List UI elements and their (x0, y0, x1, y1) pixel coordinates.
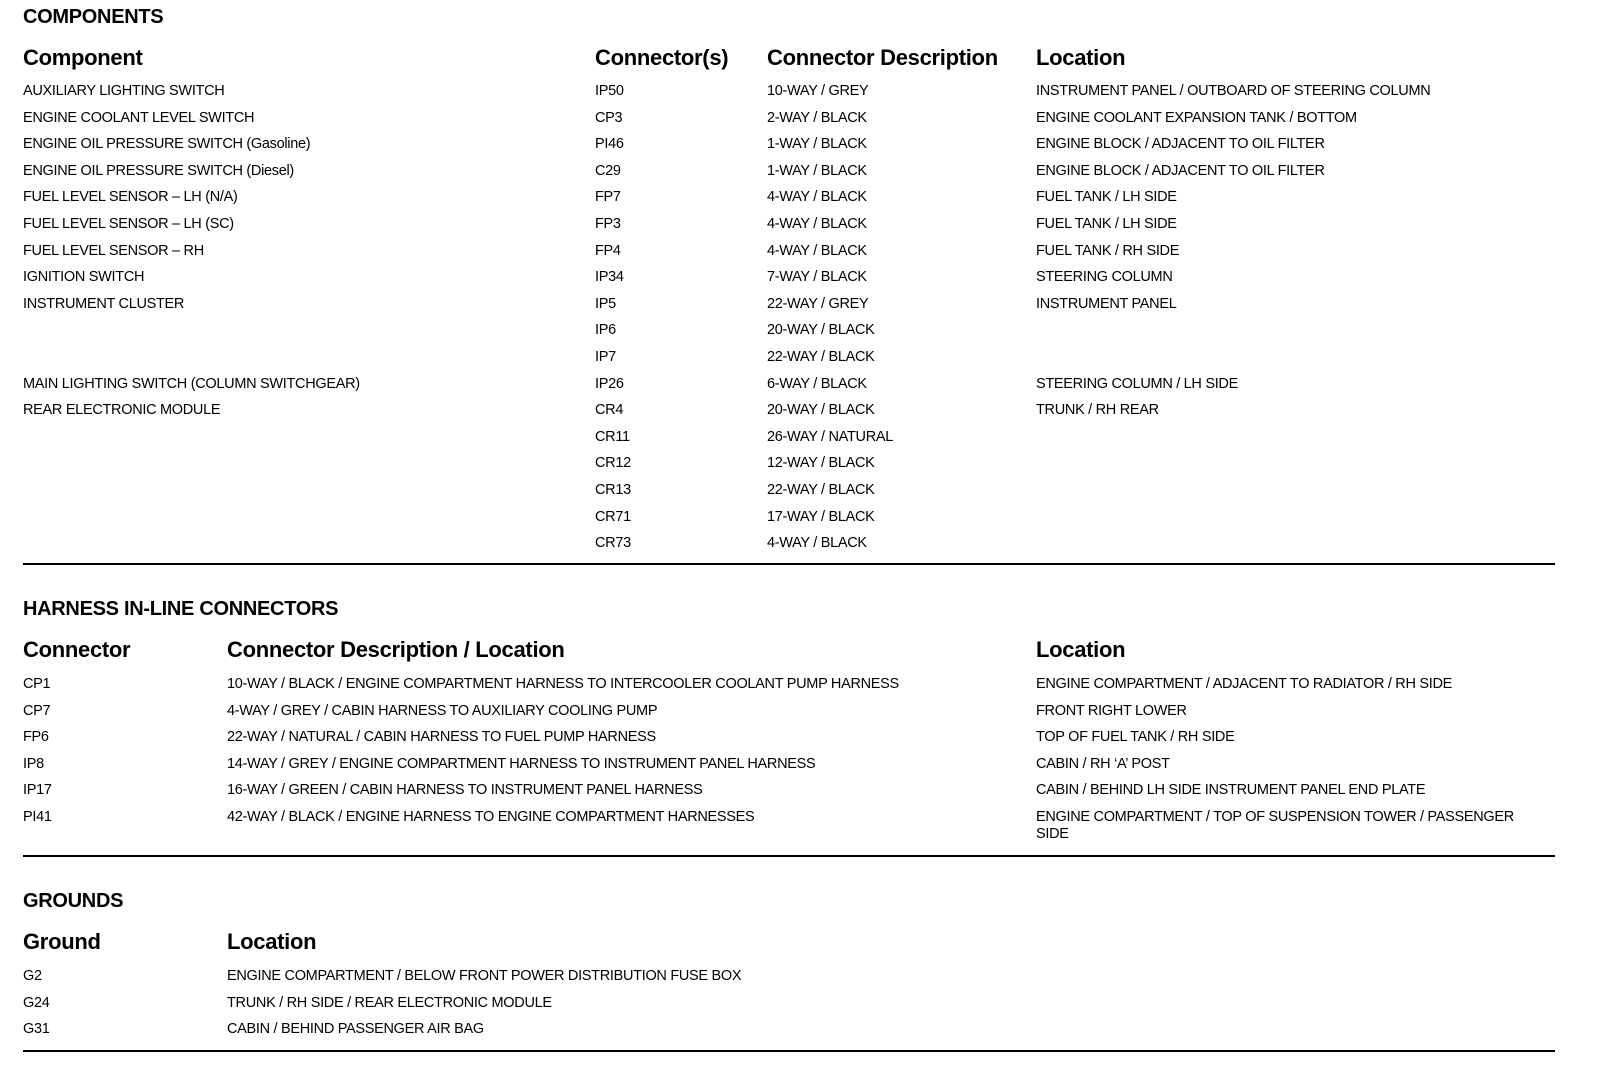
connector-description: 42-WAY / BLACK / ENGINE HARNESS TO ENGINE COMPARTMENT HARNESSES (227, 809, 755, 825)
component-name: FUEL LEVEL SENSOR – RH (23, 242, 204, 259)
connector-id: CP3 (595, 109, 623, 126)
connector-id: PI46 (595, 136, 624, 153)
connector-description: 4-WAY / BLACK (767, 189, 867, 206)
component-name: AUXILIARY LIGHTING SWITCH (23, 83, 225, 99)
ground-id: G24 (23, 994, 50, 1011)
connector-description: 4-WAY / GREY / CABIN HARNESS TO AUXILIARY COOLING PUMP (227, 702, 658, 719)
table-row (23, 729, 1555, 749)
connector-description: 6-WAY / BLACK (767, 375, 867, 392)
connector-description: 22-WAY / BLACK (767, 482, 875, 498)
table-row (23, 296, 1555, 316)
connector-id: C29 (595, 162, 621, 179)
table-row (23, 349, 1555, 369)
connector-description: 2-WAY / BLACK (767, 109, 867, 126)
table-row (23, 322, 1555, 342)
harness-header-location: Location (1036, 637, 1126, 662)
connector-description: 14-WAY / GREY / ENGINE COMPARTMENT HARNESS TO INSTRUMENT PANEL HARNESS (227, 755, 816, 772)
connector-description: 12-WAY / BLACK (767, 455, 875, 472)
connector-description: 10-WAY / BLACK / ENGINE COMPARTMENT HARNESS TO INTERCOOLER COOLANT PUMP HARNESS (227, 676, 899, 692)
component-name: REAR ELECTRONIC MODULE (23, 402, 221, 419)
connector-id: CR4 (595, 402, 624, 419)
location: CABIN / BEHIND PASSENGER AIR BAG (227, 1021, 484, 1038)
location: FUEL TANK / RH SIDE (1036, 242, 1180, 259)
location: STEERING COLUMN (1036, 269, 1173, 286)
connector-id: IP17 (23, 782, 52, 799)
component-name: FUEL LEVEL SENSOR – LH (N/A) (23, 189, 238, 206)
component-name: MAIN LIGHTING SWITCH (COLUMN SWITCHGEAR) (23, 375, 360, 392)
location: FUEL TANK / LH SIDE (1036, 189, 1177, 206)
ground-id: G2 (23, 968, 42, 984)
location: ENGINE BLOCK / ADJACENT TO OIL FILTER (1036, 162, 1325, 179)
connector-id: CR13 (595, 482, 631, 498)
component-name: FUEL LEVEL SENSOR – LH (SC) (23, 216, 234, 232)
table-row (23, 782, 1555, 802)
connector-id: CR73 (595, 535, 631, 552)
table-row (23, 676, 1555, 696)
location: TRUNK / RH SIDE / REAR ELECTRONIC MODULE (227, 994, 552, 1011)
components-header-connectors: Connector(s) (595, 45, 729, 70)
connector-id: FP7 (595, 189, 621, 206)
connector-description: 20-WAY / BLACK (767, 322, 875, 339)
grounds-header-ground: Ground (23, 929, 101, 954)
connector-description: 22-WAY / BLACK (767, 349, 875, 365)
connector-description: 4-WAY / BLACK (767, 535, 867, 552)
table-row (23, 482, 1555, 502)
table-row (23, 995, 1555, 1015)
connector-id: IP5 (595, 295, 616, 312)
components-header-component: Component (23, 45, 143, 70)
location: INSTRUMENT PANEL / OUTBOARD OF STEERING COLUMN (1036, 83, 1431, 99)
component-name: ENGINE OIL PRESSURE SWITCH (Gasoline) (23, 136, 311, 153)
connector-description: 7-WAY / BLACK (767, 269, 867, 286)
section-divider (23, 855, 1555, 857)
grounds-header-location: Location (227, 929, 317, 954)
table-row (23, 216, 1555, 236)
component-name: ENGINE OIL PRESSURE SWITCH (Diesel) (23, 162, 294, 179)
table-row (23, 703, 1555, 723)
table-row (23, 269, 1555, 289)
components-header-description: Connector Description (767, 45, 998, 70)
harness-header-connector: Connector (23, 637, 131, 662)
harness-header-description: Connector Description / Location (227, 637, 565, 662)
connector-id: FP6 (23, 729, 49, 746)
location: ENGINE COMPARTMENT / TOP OF SUSPENSION TOWER / PASSENGER SIDE (1036, 809, 1514, 842)
connector-description: 22-WAY / GREY (767, 295, 869, 312)
connector-description: 17-WAY / BLACK (767, 508, 875, 525)
table-row (23, 535, 1555, 555)
connector-description: 26-WAY / NATURAL (767, 428, 893, 445)
connector-id: IP8 (23, 755, 44, 772)
table-row (23, 809, 1555, 842)
section-divider (23, 563, 1555, 565)
connector-description: 22-WAY / NATURAL / CABIN HARNESS TO FUEL PUMP HARNESS (227, 729, 656, 746)
table-row (23, 429, 1555, 449)
location: TOP OF FUEL TANK / RH SIDE (1036, 729, 1235, 746)
location: ENGINE COMPARTMENT / BELOW FRONT POWER DISTRIBUTION FUSE BOX (227, 968, 742, 984)
connector-id: IP34 (595, 269, 624, 286)
table-row (23, 968, 1555, 988)
table-row (23, 1021, 1555, 1041)
location: TRUNK / RH REAR (1036, 402, 1159, 419)
location: ENGINE COOLANT EXPANSION TANK / BOTTOM (1036, 109, 1357, 126)
connector-description: 4-WAY / BLACK (767, 242, 867, 259)
connector-id: FP3 (595, 216, 621, 232)
connector-description: 16-WAY / GREEN / CABIN HARNESS TO INSTRUMENT PANEL HARNESS (227, 782, 703, 799)
connector-description: 10-WAY / GREY (767, 83, 869, 99)
connector-id: IP50 (595, 83, 624, 99)
connector-id: IP26 (595, 375, 624, 392)
section-divider (23, 1050, 1555, 1052)
connector-id: CP7 (23, 702, 51, 719)
connector-description: 20-WAY / BLACK (767, 402, 875, 419)
location: FRONT RIGHT LOWER (1036, 702, 1187, 719)
connector-id: PI41 (23, 809, 52, 825)
connector-description: 4-WAY / BLACK (767, 216, 867, 232)
component-name: IGNITION SWITCH (23, 269, 145, 286)
table-row (23, 756, 1555, 776)
table-row (23, 402, 1555, 422)
connector-id: CR12 (595, 455, 631, 472)
connector-id: CP1 (23, 676, 51, 692)
connector-description: 1-WAY / BLACK (767, 136, 867, 153)
ground-id: G31 (23, 1021, 50, 1038)
table-row (23, 243, 1555, 263)
table-row (23, 110, 1555, 130)
connector-id: FP4 (595, 242, 621, 259)
connector-description: 1-WAY / BLACK (767, 162, 867, 179)
components-section-title: COMPONENTS (23, 6, 164, 28)
component-name: INSTRUMENT CLUSTER (23, 295, 185, 312)
harness-section-title: HARNESS IN-LINE CONNECTORS (23, 598, 339, 620)
component-name: ENGINE COOLANT LEVEL SWITCH (23, 109, 255, 126)
table-row (23, 455, 1555, 475)
table-row (23, 136, 1555, 156)
table-row (23, 83, 1555, 103)
location: CABIN / BEHIND LH SIDE INSTRUMENT PANEL END PLATE (1036, 782, 1426, 799)
connector-id: CR71 (595, 508, 631, 525)
location: ENGINE BLOCK / ADJACENT TO OIL FILTER (1036, 136, 1325, 153)
table-row (23, 189, 1555, 209)
table-row (23, 163, 1555, 183)
grounds-section-title: GROUNDS (23, 890, 124, 912)
connector-id: IP7 (595, 349, 616, 365)
connector-id: IP6 (595, 322, 616, 339)
connector-id: CR11 (595, 428, 630, 445)
location: STEERING COLUMN / LH SIDE (1036, 375, 1238, 392)
location: ENGINE COMPARTMENT / ADJACENT TO RADIATOR / RH SIDE (1036, 676, 1453, 692)
components-header-location: Location (1036, 45, 1126, 70)
table-row (23, 509, 1555, 529)
table-row (23, 376, 1555, 396)
location: CABIN / RH ‘A’ POST (1036, 755, 1170, 772)
location: FUEL TANK / LH SIDE (1036, 216, 1177, 232)
location: INSTRUMENT PANEL (1036, 295, 1177, 312)
